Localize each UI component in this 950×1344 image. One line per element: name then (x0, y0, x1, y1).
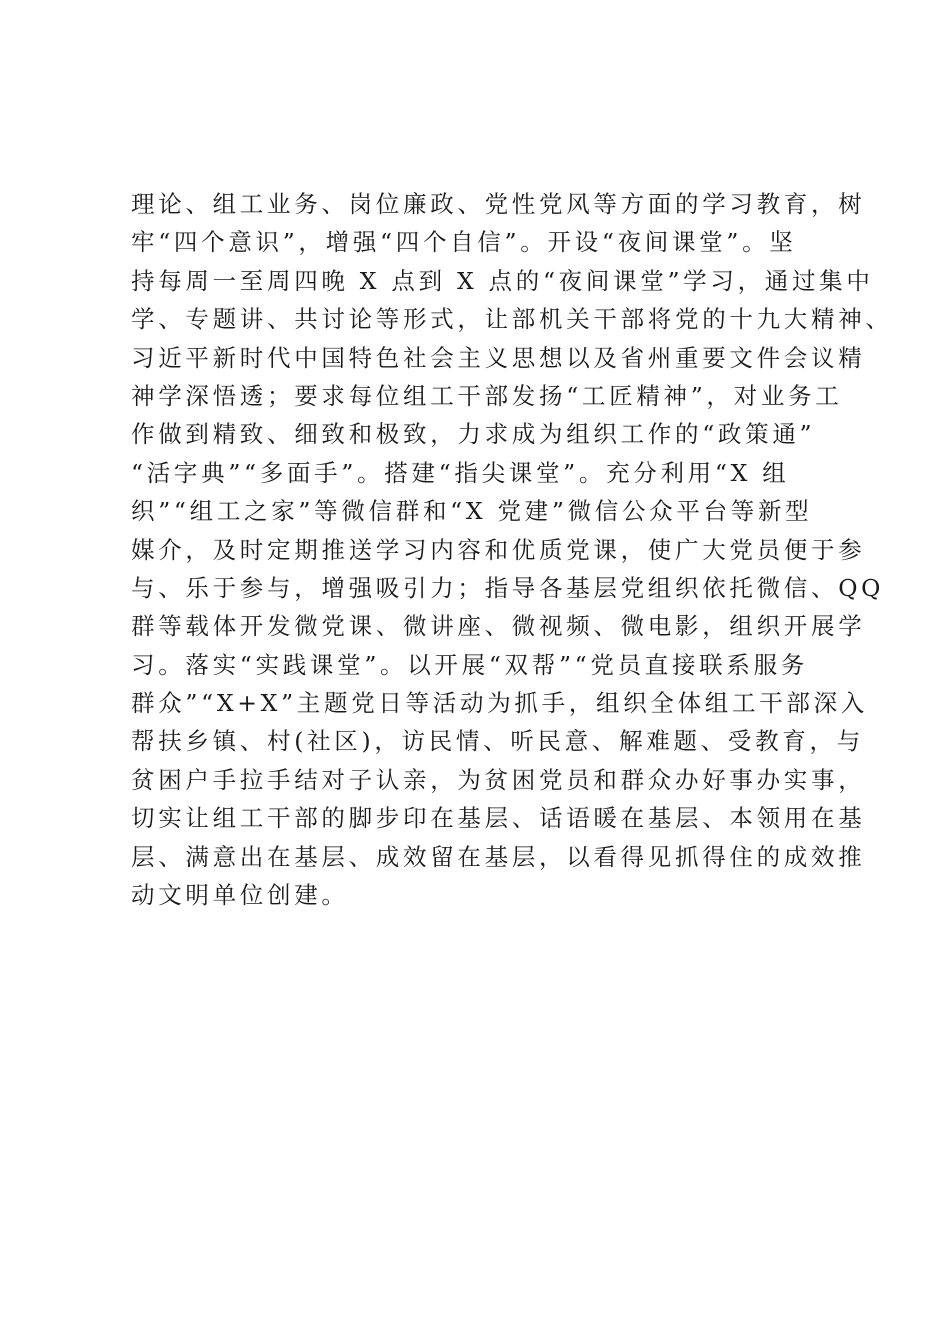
text-line: 织”“组工之家”等微信群和“X 党建”微信公众平台等新型 (131, 497, 813, 526)
text-line: 神学深悟透；要求每位组工干部发扬“工匠精神”，对业务工 (131, 381, 843, 410)
text-line: “活字典”“多面手”。搭建“指尖课堂”。充分利用“X 组 (131, 458, 790, 487)
text-line: 理论、组工业务、岗位廉政、党性党风等方面的学习教育，树 (131, 190, 866, 218)
body-paragraph (131, 185, 893, 914)
text-line: 习近平新时代中国特色社会主义思想以及省州重要文件会议精 (131, 343, 866, 372)
text-line: 牢“四个意识”，增强“四个自信”。开设“夜间课堂”。坚 (131, 228, 797, 257)
text-line: 持每周一至周四晚 X 点到 X 点的“夜间课堂”学习，通过集中 (131, 266, 874, 295)
text-line: 习。落实“实践课堂”。以开展“双帮”“党员直接联系服务 (131, 650, 808, 679)
text-line: 切实让组工干部的脚步印在基层、话语暖在基层、本领用在基 (131, 804, 866, 833)
text-line: 学、专题讲、共讨论等形式，让部机关干部将党的十九大精神、 (131, 305, 893, 334)
text-line: 帮扶乡镇、村(社区)，访民情、听民意、解难题、受教育，与 (131, 727, 864, 756)
text-line: 媒介，及时定期推送学习内容和优质党课，使广大党员便于参 (131, 535, 866, 564)
text-line: 作做到精致、细致和极致，力求成为组织工作的“政策通” (131, 420, 816, 449)
text-line: 群众”“X+X”主题党日等活动为抓手，组织全体组工干部深入 (131, 689, 868, 718)
text-line: 群等载体开发微党课、微讲座、微视频、微电影，组织开展学 (131, 612, 866, 641)
text-line: 贫困户手拉手结对子认亲，为贫困党员和群众办好事办实事， (131, 765, 866, 794)
text-line: 层、满意出在基层、成效留在基层，以看得见抓得住的成效推 (131, 842, 866, 871)
text-line: 与、乐于参与，增强吸引力；指导各基层党组织依托微信、QQ (131, 573, 885, 602)
text-line: 动文明单位创建。 (131, 881, 349, 910)
